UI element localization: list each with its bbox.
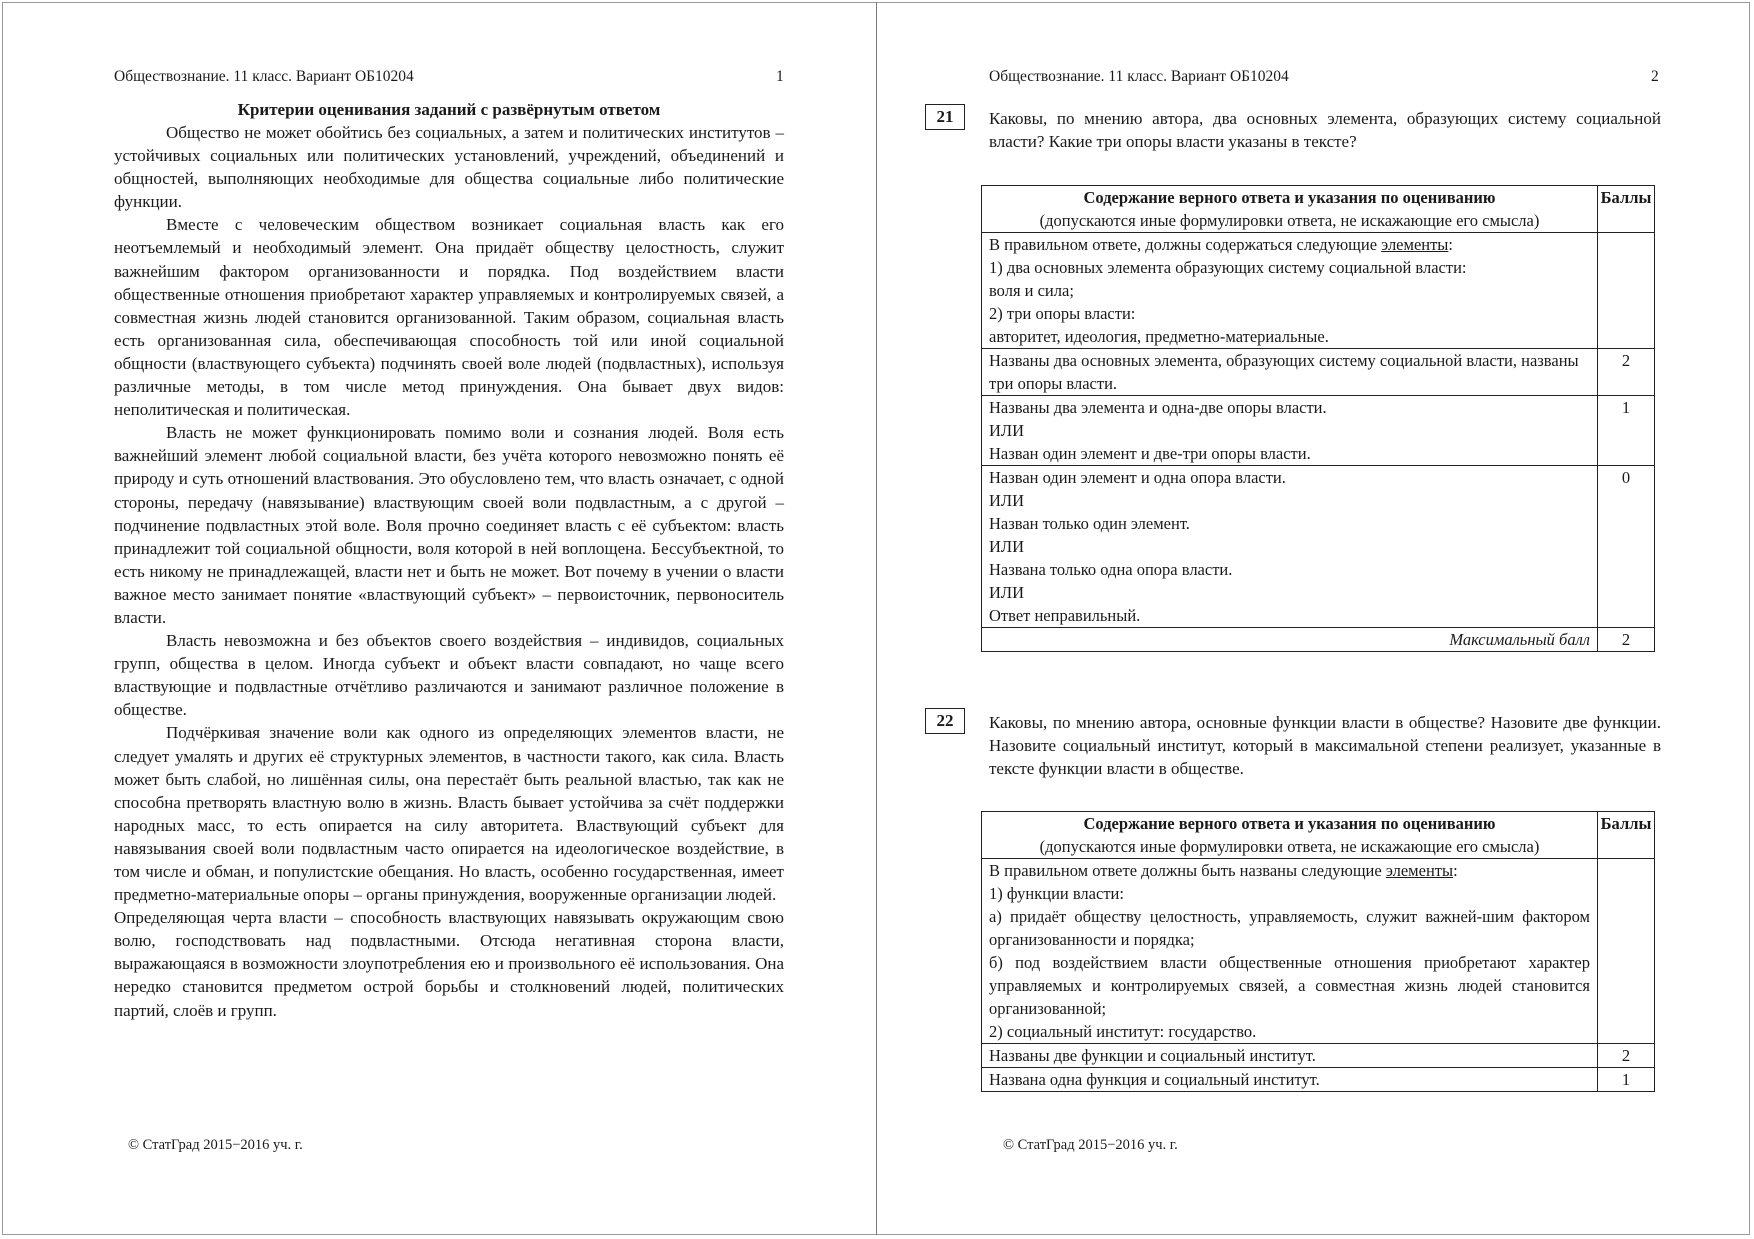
table-header-row xyxy=(982,186,1655,233)
paragraph: Определяющая черта власти – способность властвующих навязывать окружающим свою волю, господствовать над подвластными. Отсюда негативная сторона власти, выражающаяся в возможности злоупотребления ею и произвольного её использования. Она нередко становится предметом острой борьбы и столкновений людей, политических партий, слоёв и групп. xyxy=(114,908,784,1020)
page2-footer: © СтатГрад 2015−2016 уч. г. xyxy=(1003,1137,1178,1153)
page2-header: Обществознание. 11 класс. Вариант ОБ10204 xyxy=(989,68,1289,85)
page1-footer: © СтатГрад 2015−2016 уч. г. xyxy=(128,1137,303,1153)
criterion-text: Названы две функции и социальный институт. xyxy=(982,1044,1598,1068)
criterion-text: Названы два основных элемента, образующих систему социальной власти, названы три опоры власти. xyxy=(982,349,1598,396)
criterion-points: 1 xyxy=(1598,1068,1655,1092)
paragraph: Власть не может функционировать помимо воли и сознания людей. Воля есть важнейший элемент любой социальной власти, без учёта которого невозможно понять её природу и суть отношений властвования. Это обусловлено тем, что власть означает, с одной стороны, передачу (навязывание) властвующим своей воли подвластным, а с другой – подчинение подвластных этой воле. Воля прочно соединяет власть с её субъектом: власть принадлежит той социальной общности, воля которой в ней воплощена. Бессубъектной, то есть никому не принадлежащей, власти нет и быть не может. Вот почему в учении о власти важное место занимает понятие «властвующий субъект» – первоисточник, первоноситель власти. xyxy=(114,423,784,627)
criterion-points: 2 xyxy=(1598,1044,1655,1068)
criterion-text: Назван один элемент и одна опора власти. ИЛИ Назван только один элемент. ИЛИ Названа только одна опора власти. ИЛИ Ответ неправильный. xyxy=(982,466,1598,628)
max-score-label: Максимальный балл xyxy=(982,628,1598,652)
criterion-text: Названа одна функция и социальный институт. xyxy=(982,1068,1598,1092)
table-row xyxy=(982,1044,1655,1068)
question-21-text: Каковы, по мнению автора, два основных элемента, образующих систему социальной власти? Какие три опоры власти указаны в тексте? xyxy=(989,109,1661,151)
answer-content: В правильном ответе должны быть названы следующие элементы: 1) функции власти: а) придаёт обществу целостность, управляемость, служит важней-шим фактором организованности и порядка; б) под воздействием власти общественные отношения приобретают характер управляемых и контролируемых связей, а совместная жизнь людей становится организованной; 2) социальный институт: государство. xyxy=(982,859,1598,1044)
page-divider xyxy=(876,2,877,1235)
criterion-points: 2 xyxy=(1598,349,1655,396)
table-header-content: Содержание верного ответа и указания по оцениванию (допускаются иные формулировки ответа, не искажающие его смысла) xyxy=(982,186,1598,233)
table-row xyxy=(982,396,1655,466)
criterion-points: 0 xyxy=(1598,466,1655,628)
table-header-row xyxy=(982,812,1655,859)
question-22-text: Каковы, по мнению автора, основные функции власти в обществе? Назовите две функции. Назовите социальный институт, который в максимальной степени реализует, указанные в тексте функции власти в обществе. xyxy=(989,713,1661,778)
question-number-21: 21 xyxy=(925,104,965,130)
page1-title: Критерии оценивания заданий с развёрнутым ответом xyxy=(237,100,661,119)
table-row xyxy=(982,466,1655,628)
page1-number: 1 xyxy=(776,68,784,85)
paragraph: Власть невозможна и без объектов своего воздействия – индивидов, социальных групп, общества в целом. Иногда субъект и объект власти совпадают, но чаще всего властвующие и подвластные отчётливо различаются и занимают различное положение в обществе. xyxy=(114,631,784,720)
criteria-table-22 xyxy=(981,811,1655,1092)
table-header-content: Содержание верного ответа и указания по оцениванию (допускаются иные формулировки ответа, не искажающие его смысла) xyxy=(982,812,1598,859)
table-header-points: Баллы xyxy=(1598,186,1655,233)
table-row xyxy=(982,859,1655,1044)
max-score-value: 2 xyxy=(1598,628,1655,652)
table-row xyxy=(982,349,1655,396)
page2-number: 2 xyxy=(1651,68,1659,85)
table-max-row xyxy=(982,628,1655,652)
page1-header: Обществознание. 11 класс. Вариант ОБ10204 xyxy=(114,68,414,85)
paragraph: Вместе с человеческим обществом возникает социальная власть как его неотъемлемый и необходимый элемент. Она придаёт обществу целостность, служит важнейшим фактором организованности и порядка. Под воздействием власти общественные отношения приобретают характер управляемых и контролируемых связей, а совместная жизнь людей становится организованной. Таким образом, социальная власть есть организованная сила, обеспечивающая способность той или иной социальной общности (властвующего субъекта) подчинять своей воле людей (подвластных), используя различные методы, в том числе метод принуждения. Она бывает двух видов: неполитическая и политическая. xyxy=(114,215,784,420)
paragraph: Подчёркивая значение воли как одного из определяющих элементов власти, не следует умалять и других её структурных элементов, в частности такого, как сила. Власть может быть слабой, но лишённая силы, она перестаёт быть реальной властью, так как не способна претворять властную волю в жизнь. Власть бывает устойчива за счёт поддержки народных масс, то есть опирается на силу авторитета. Властвующий субъект для навязывания своей воли подвластным часто опирается на идеологическое воздействие, в том числе и обман, и популистские обещания. Но власть, особенно государственная, имеет предметно-материальные опоры – органы принуждения, вооруженные организации людей. xyxy=(114,723,784,905)
criterion-text: Названы два элемента и одна-две опоры власти. ИЛИ Назван один элемент и две-три опоры власти. xyxy=(982,396,1598,466)
table-row xyxy=(982,233,1655,349)
table-header-points: Баллы xyxy=(1598,812,1655,859)
criteria-table-21 xyxy=(981,185,1655,652)
criterion-points: 1 xyxy=(1598,396,1655,466)
table-row xyxy=(982,1068,1655,1092)
answer-content: В правильном ответе, должны содержаться следующие элементы: 1) два основных элемента образующих систему социальной власти: воля и сила; 2) три опоры власти: авторитет, идеология, предметно-материальные. xyxy=(982,233,1598,349)
page1-body xyxy=(114,98,784,1022)
question-number-22: 22 xyxy=(925,708,965,734)
paragraph: Общество не может обойтись без социальных, а затем и политических институтов – устойчивых социальных или политических установлений, учреждений, объединений и общностей, выполняющих необходимые для общества социальные либо политические функции. xyxy=(114,123,784,212)
